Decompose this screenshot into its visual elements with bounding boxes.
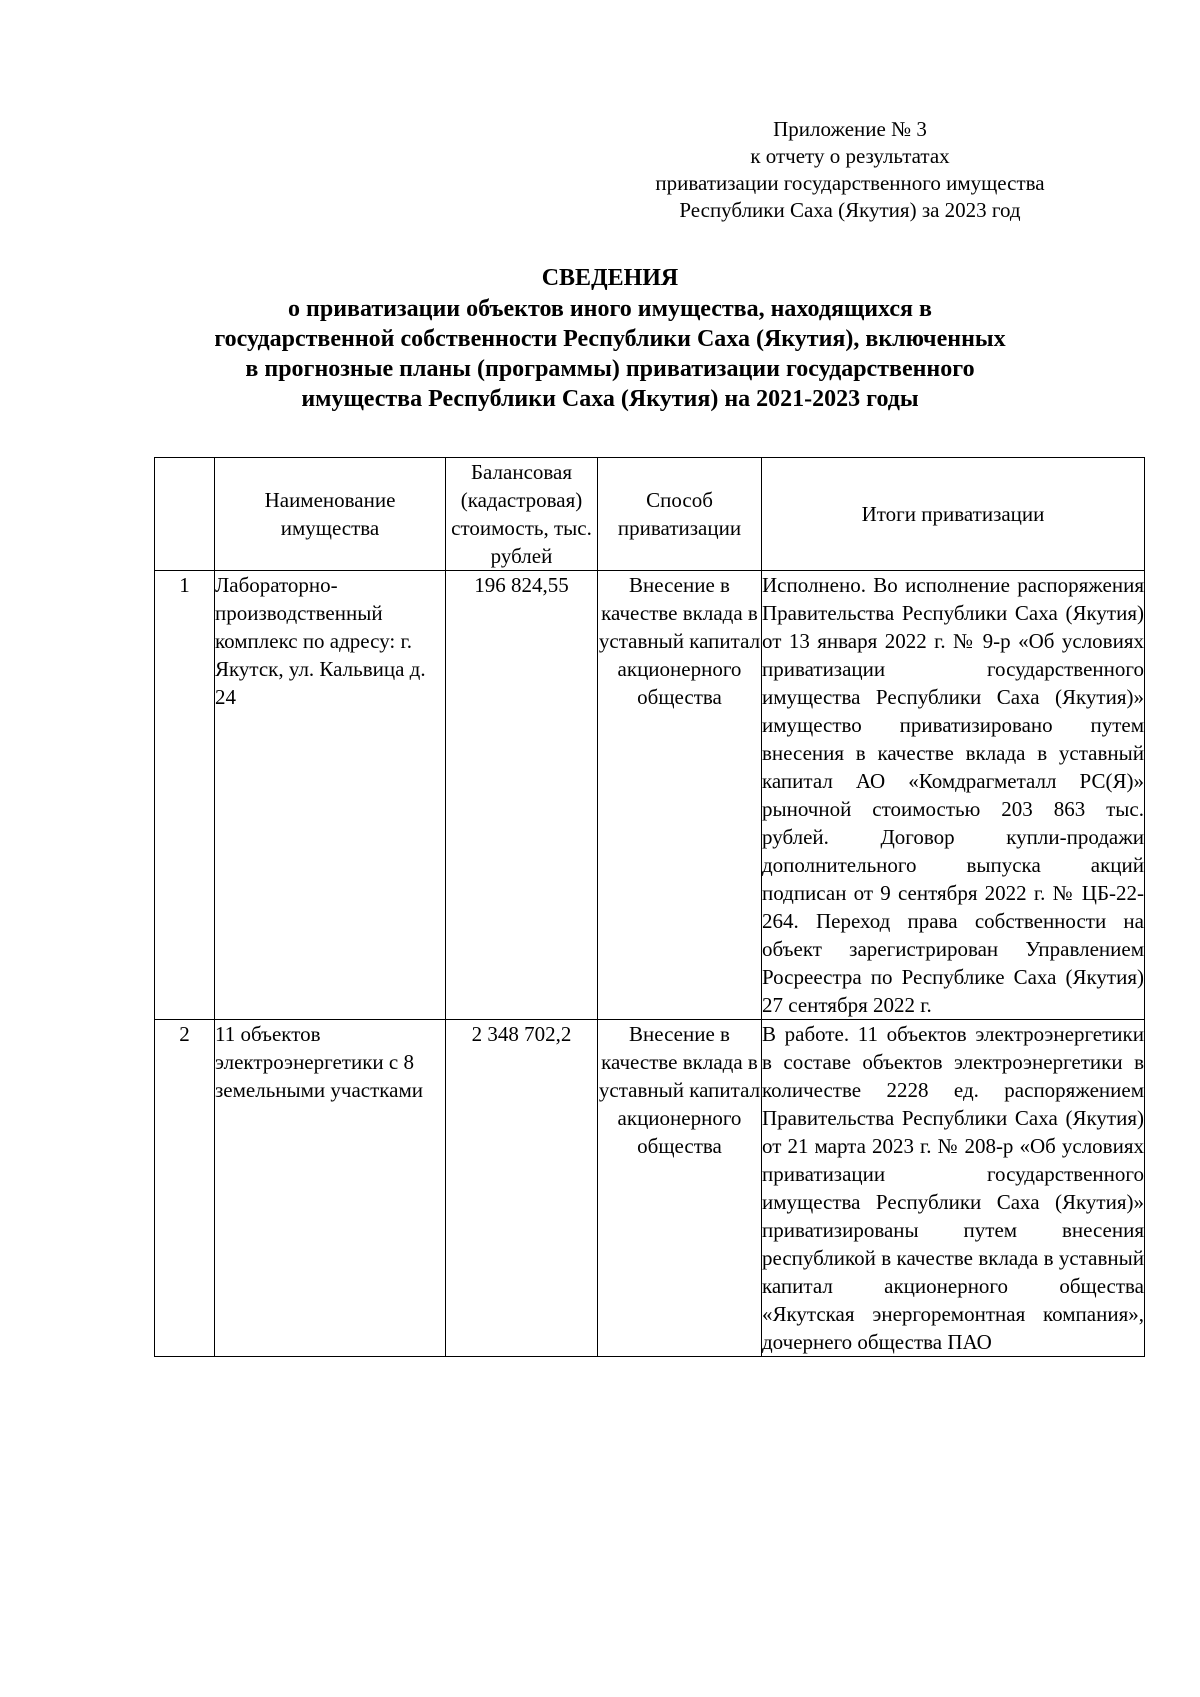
title-subtitle-line: имущества Республики Саха (Якутия) на 2021-2023 годы bbox=[301, 386, 919, 412]
header-result: Итоги приватизации bbox=[762, 458, 1145, 571]
table-row bbox=[155, 1020, 1145, 1357]
header-method: Способ приватизации bbox=[598, 458, 762, 571]
annex-line-3: приватизации государственного имущества bbox=[655, 171, 1045, 195]
table-row bbox=[155, 571, 1145, 1020]
title-subtitle-line: государственной собственности Республики Саха (Якутия), включенных bbox=[214, 326, 1006, 352]
header-cost: Балансовая (кадастровая) стоимость, тыс. рублей bbox=[446, 458, 598, 571]
title-subtitle-line: в прогнозные планы (программы) приватизации государственного bbox=[245, 356, 975, 382]
property-name: Лабораторно-производственный комплекс по адресу: г. Якутск, ул. Кальвица д. 24 bbox=[215, 571, 446, 1020]
title-main: СВЕДЕНИЯ bbox=[541, 265, 679, 291]
title-subtitle bbox=[140, 294, 1080, 414]
header-name: Наименование имущества bbox=[215, 458, 446, 571]
balance-cost: 196 824,55 bbox=[446, 571, 598, 1020]
document-title bbox=[140, 262, 1080, 414]
annex-line-4: Республики Саха (Якутия) за 2023 год bbox=[679, 198, 1021, 222]
privatization-method: Внесение в качестве вклада в уставный капитал акционерного общества bbox=[598, 1020, 762, 1357]
annex-line-2: к отчету о результатах bbox=[750, 144, 950, 168]
property-name: 11 объектов электроэнергетики с 8 земельными участками bbox=[215, 1020, 446, 1357]
annex-line-1: Приложение № 3 bbox=[773, 117, 927, 141]
privatization-method: Внесение в качестве вклада в уставный капитал акционерного общества bbox=[598, 571, 762, 1020]
privatization-result: Исполнено. Во исполнение распоряжения Правительства Республики Саха (Якутия) от 13 января 2022 г. № 9-р «Об условиях приватизации государственного имущества Республики Саха (Якутия)» имущество приватизировано путем внесения в качестве вклада в уставный капитал АО «Комдрагметалл РС(Я)» рыночной стоимостью 203 863 тыс. рублей. Договор купли-продажи дополнительного выпуска акций подписан от 9 сентября 2022 г. № ЦБ-22-264. Переход права собственности на объект зарегистрирован Управлением Росреестра по Республике Саха (Якутия) 27 сентября 2022 г. bbox=[762, 571, 1145, 1020]
annex-header bbox=[560, 116, 1140, 224]
privatization-table bbox=[154, 457, 1145, 1357]
table-header-row bbox=[155, 458, 1145, 571]
row-number: 1 bbox=[155, 571, 215, 1020]
title-subtitle-line: о приватизации объектов иного имущества, находящихся в bbox=[288, 296, 932, 322]
header-num bbox=[155, 458, 215, 571]
row-number: 2 bbox=[155, 1020, 215, 1357]
privatization-result: В работе. 11 объектов электроэнергетики в составе объектов электроэнергетики в количестве 2228 ед. распоряжением Правительства Республики Саха (Якутия) от 21 марта 2023 г. № 208-р «Об условиях приватизации государственного имущества Республики Саха (Якутия)» приватизированы путем внесения республикой в качестве вклада в уставный капитал акционерного общества «Якутская энергоремонтная компания», дочернего общества ПАО bbox=[762, 1020, 1145, 1357]
balance-cost: 2 348 702,2 bbox=[446, 1020, 598, 1357]
